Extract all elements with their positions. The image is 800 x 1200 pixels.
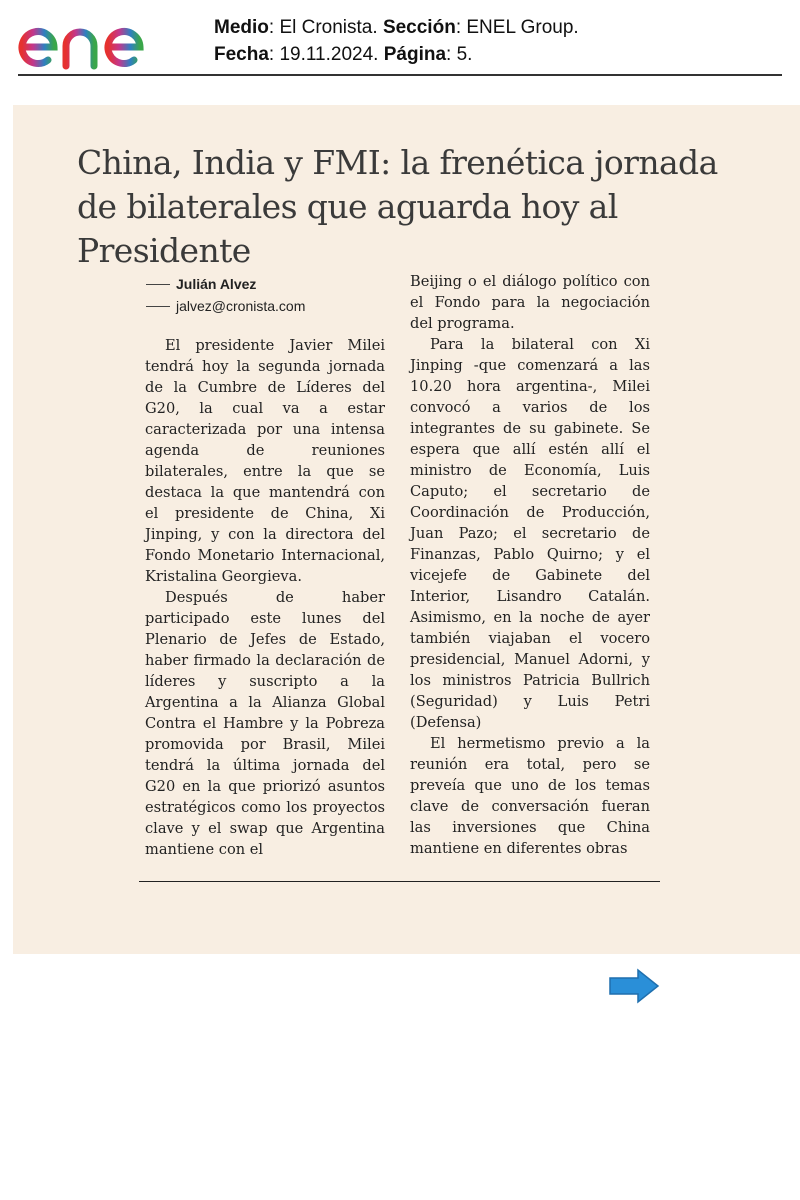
pagina-value: 5. [456,44,473,65]
enel-logo [18,6,190,70]
byline [146,273,305,317]
arrow-right-icon[interactable] [608,968,660,1004]
newspaper-clipping [13,105,800,954]
paragraph: Para la bilateral con Xi Jinping -que comenzará a las 10.20 hora argentina-, Milei convocó a varios de los integrantes de su gabinete. Se espera que allí estén allí el ministro de Economía, Luis Caputo; el secretario de Coordinación de Producción, Juan Pazo; el secretario de Finanzas, Pablo Quirno; y el vicejefe de Gabinete del Interior, Lisandro Catalán. Asimismo, en la noche de ayer también viajaban el vocero presidencial, Manuel Adorni, y los ministros Patricia Bullrich (Seguridad) y Luis Petri (Defensa) [410,336,650,731]
article-headline: China, India y FMI: la frenética jornada de bilaterales que aguarda hoy al Presidente [77,143,718,270]
byline-dash [146,306,170,307]
fecha-label: Fecha [214,44,269,65]
paragraph: Beijing o el diálogo político con el Fondo para la negociación del programa. [410,273,650,332]
fecha-value: 19.11.2024. [279,44,379,65]
seccion-label: Sección [382,17,456,38]
article-column-1 [145,335,385,860]
author-email: jalvez@cronista.com [176,298,306,314]
author-name: Julián Alvez [176,276,257,292]
article-end-rule [139,881,660,882]
paragraph: Después de haber participado este lunes del Plenario de Jefes de Estado, haber firmado la declaración de líderes y suscripto a la Argentina a la Alianza Global Contra el Hambre y la Pobreza promovida por Brasil, Milei tendrá la última jornada del G20 en la que priorizó asuntos estratégicos como los proyectos clave y el swap que Argentina mantiene con el [145,589,385,858]
paragraph: El presidente Javier Milei tendrá hoy la segunda jornada de la Cumbre de Líderes del G20, la cual va a estar caracterizada por una intensa agenda de reuniones bilaterales, entre la que se destaca la que mantendrá con el presidente de China, Xi Jinping, y con la directora del Fondo Monetario Internacional, Kristalina Georgieva. [145,337,385,585]
metadata-line-1: Medio: El Cronista. Sección: ENEL Group. [214,17,579,38]
page-header [0,0,800,80]
medio-value: El Cronista. [279,17,378,38]
article-column-2 [410,271,650,859]
document-metadata [214,14,579,68]
seccion-value: ENEL Group. [466,17,579,38]
byline-dash [146,284,170,285]
pagina-label: Página [383,44,447,65]
metadata-line-2: Fecha: 19.11.2024. Página: 5. [214,44,473,65]
header-divider [18,74,782,76]
paragraph: El hermetismo previo a la reunión era total, pero se preveía que uno de los temas clave de conversación fueran las inversiones que China mantiene en diferentes obras [410,735,650,857]
medio-label: Medio [214,17,269,38]
